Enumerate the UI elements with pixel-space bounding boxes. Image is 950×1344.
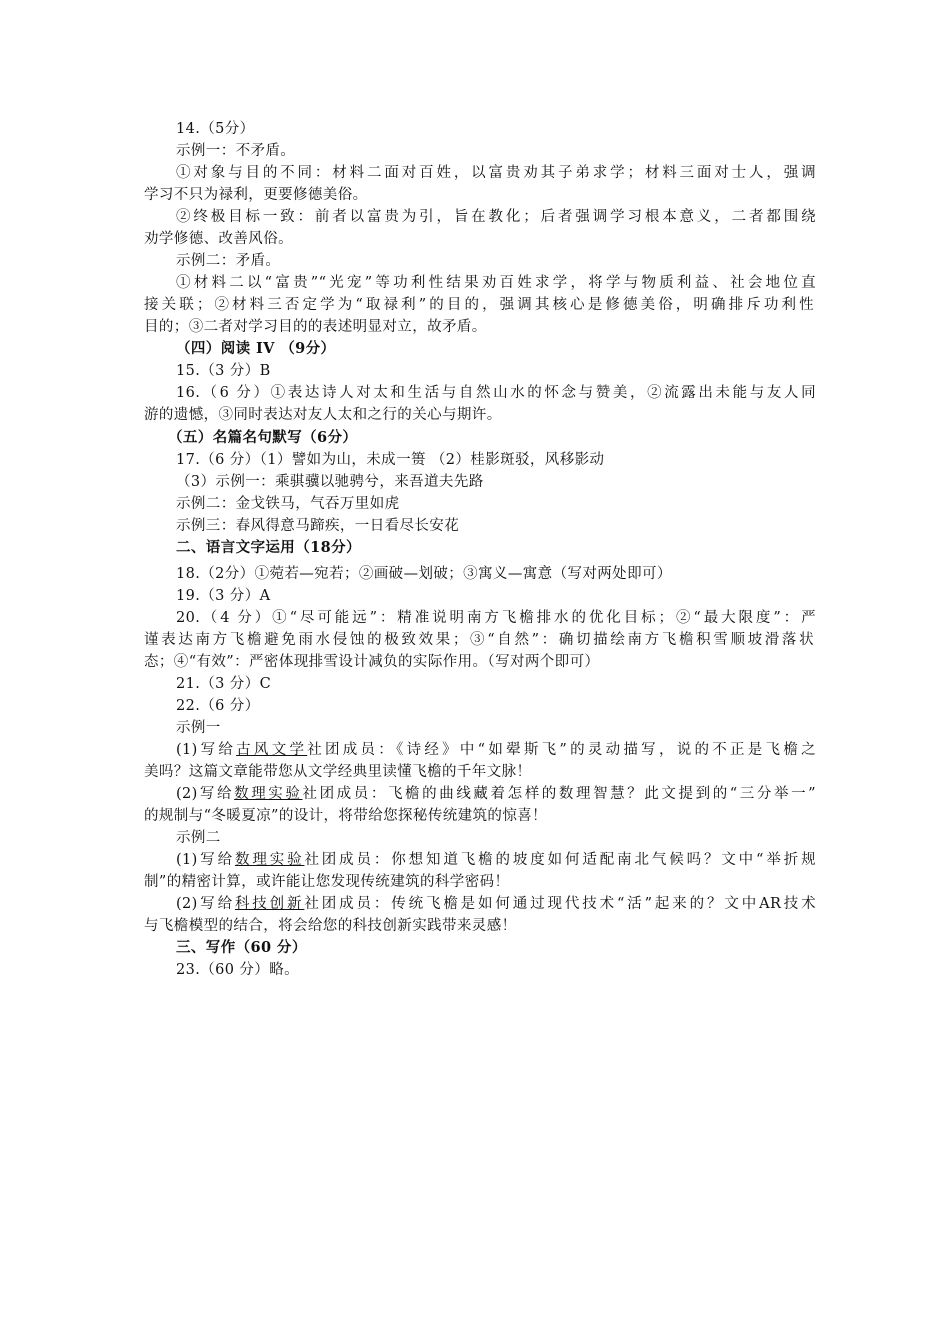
text-line: 游的遗憾，③同时表达对友人太和之行的关心与期许。 [144,407,502,423]
section-heading-reading-iv: （四）阅读 IV （9分） [176,340,336,357]
text-line: ②终极目标一致：前者以富贵为引，旨在教化；后者强调学习根本意义，二者都围绕 [176,209,816,225]
section-heading-writing: 三、写作（60 分） [176,939,307,956]
section-heading-recitation: （五）名篇名句默写（6分） [168,429,358,446]
text-line: ①对象与目的不同：材料二面对百姓，以富贵劝其子弟求学；材料三面对士人，强调 [176,165,816,181]
club-name-underlined: 数理实验 [234,852,305,868]
q23-answer: 23.（60 分）略。 [176,962,300,978]
text-line: 接关联；②材料三否定学为“取禄利”的目的，强调其核心是修德美俗，明确排斥功利性 [144,297,814,313]
section-heading-language-use: 二、语言文字运用（18分） [176,539,361,556]
text-line: 示例二：金戈铁马，气吞万里如虎 [176,496,400,512]
q21-answer: 21.（3 分）C [176,676,272,692]
text-line: 与飞檐模型的结合，将会给您的科技创新实践带来灵感！ [144,918,517,934]
text-line: 美吗？这篇文章能带您从文学经典里读懂飞檐的千年文脉！ [144,764,532,780]
club-name-underlined: 数理实验 [234,786,303,802]
text-span: 社团成员：飞檐的曲线藏着怎样的数理智慧？此文提到的“三分举一” [302,786,816,802]
text-line: 制”的精密计算，或许能让您发现传统建筑的科学密码！ [144,874,510,890]
q22-example-two-label: 示例二 [176,830,221,846]
q14-heading: 14.（5分） [176,121,255,137]
text-span: (1)写给 [176,852,235,868]
text-line: 谨表达南方飞檐避免雨水侵蚀的极致效果；③“自然”：确切描绘南方飞檐积雪顺坡滑落状 [144,632,814,648]
text-span: 社团成员：你想知道飞檐的坡度如何适配南北气候吗？文中“举折规 [304,852,816,868]
text-line: 学习不只为禄利，更要修德美俗。 [144,187,368,203]
q15-answer: 15.（3 分）B [176,363,271,379]
q16-answer: 16.（6 分）①表达诗人对太和生活与自然山水的怀念与赞美，②流露出未能与友人同 [176,385,816,401]
q20-answer: 20.（4 分）①“尽可能远”：精准说明南方飞檐排水的优化目标；②“最大限度”：严 [176,610,816,626]
text-span: (2)写给 [176,896,235,912]
q19-answer: 19.（3 分）A [176,588,271,604]
text-span: (1)写给 [176,742,237,758]
text-line: 目的；③二者对学习目的的表述明显对立，故矛盾。 [144,319,487,335]
text-line [176,849,816,871]
q14-example-two-label: 示例二：矛盾。 [176,253,281,269]
text-span: 社团成员：《诗经》中“如翚斯飞”的灵动描写，说的不正是飞檐之 [307,742,816,758]
text-span: 社团成员：传统飞檐是如何通过现代技术“活”起来的？文中AR技术 [304,896,816,912]
text-span: (2)写给 [176,786,235,802]
text-line: ①材料二以“富贵”“光宠”等功利性结果劝百姓求学，将学与物质利益、社会地位直 [176,275,816,291]
text-line: 的规制与“冬暖夏凉”的设计，将带给您探秘传统建筑的惊喜！ [144,808,548,824]
q22-heading: 22.（6 分） [176,698,260,714]
q17-answer: 17.（6 分）（1）譬如为山，未成一篑 （2）桂影斑驳，风移影动 [176,452,605,468]
q22-example-one-label: 示例一 [176,720,221,736]
club-name-underlined: 科技创新 [234,896,305,912]
text-line: 劝学修德、改善风俗。 [144,231,293,247]
text-line: （3）示例一：乘骐骥以驰骋兮，来吾道夫先路 [176,474,484,490]
text-line [176,893,816,915]
text-line: 态；④“有效”：严密体现排雪设计减负的实际作用。（写对两个即可） [144,654,600,670]
club-name-underlined: 古风文学 [236,742,308,758]
text-line: 示例三：春风得意马蹄疾，一日看尽长安花 [176,518,460,534]
text-line [176,783,816,805]
text-line [176,739,816,761]
q18-answer: 18.（2分）①菀若—宛若；②画破—划破；③寓义—寓意（写对两处即可） [176,566,672,582]
q14-example-one-label: 示例一：不矛盾。 [176,143,296,159]
